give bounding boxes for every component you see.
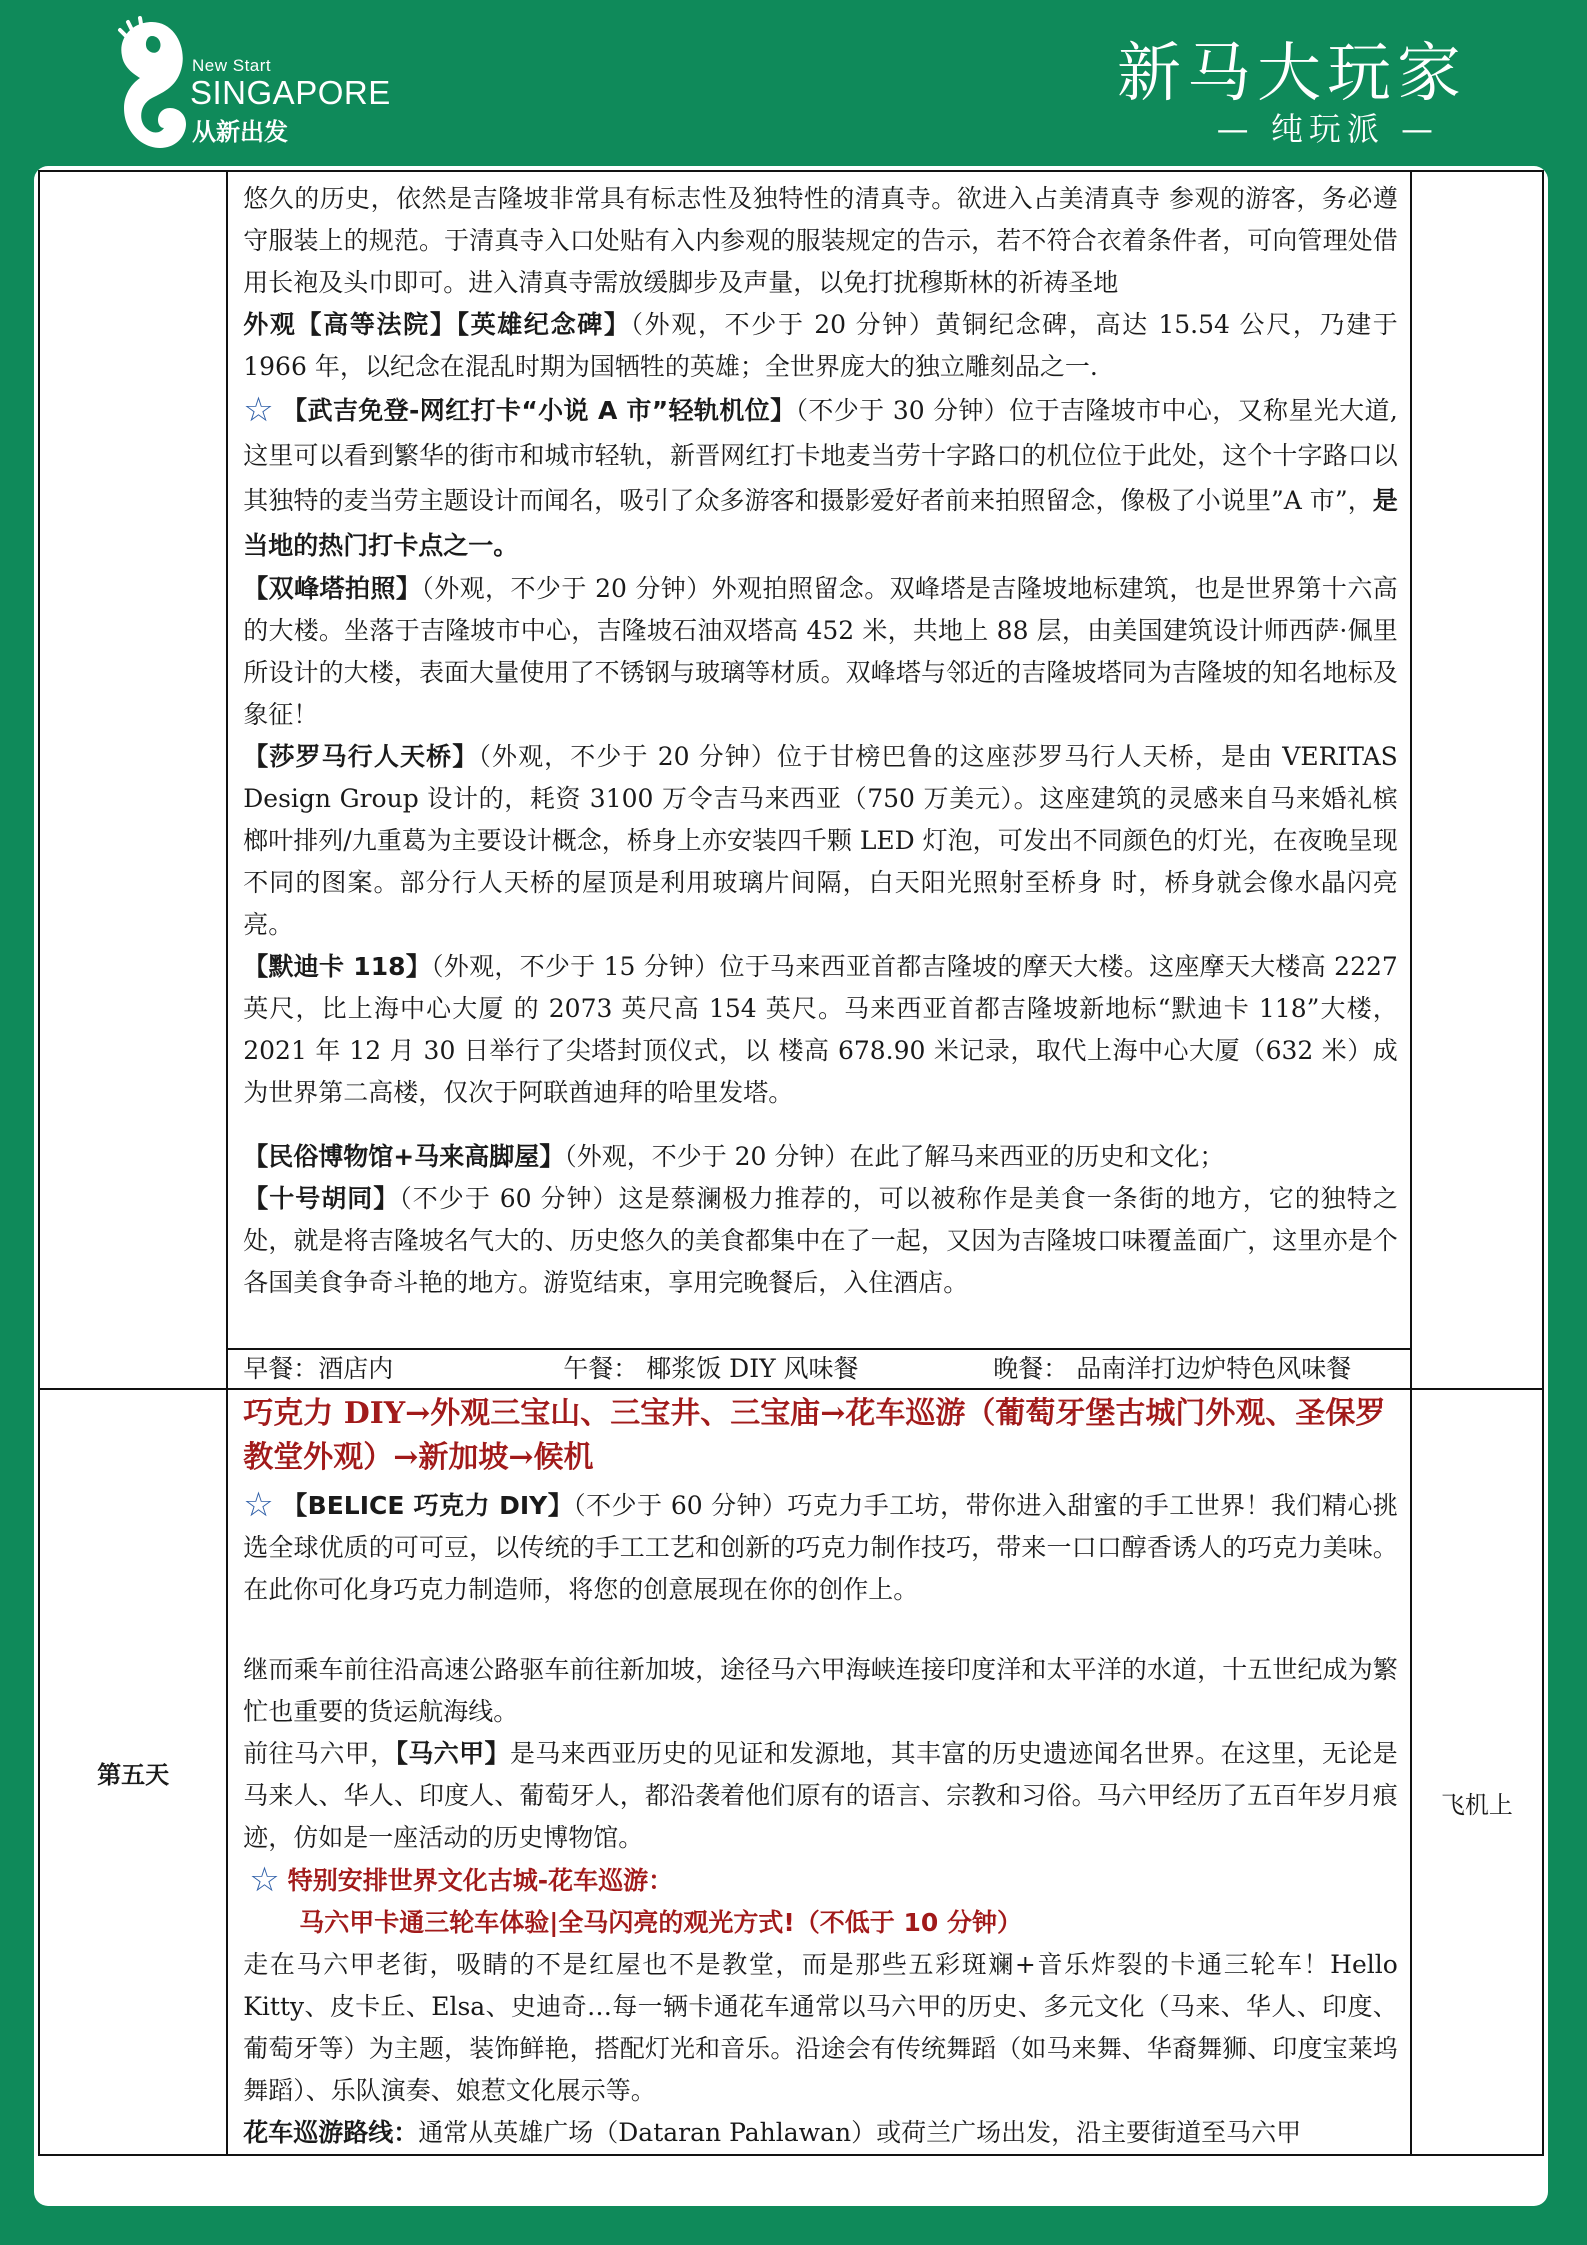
itinerary-table: [38, 170, 1544, 2156]
star-outline-icon: ☆: [243, 390, 275, 430]
day4-saloma-bridge-text: （外观，不少于 20 分钟）位于甘榜巴鲁的这座莎罗马行人天桥，是由 VERITAS Design Group 设计的，耗资 3100 万令吉马来西亚（750 万美元）。这座建筑的灵感来自马来婚礼槟榔叶排列/九重葛为主要设计概念，桥身上亦安装四千颗 LED 灯泡，可发出不同颜色的灯光，在夜晚呈现不同的图案。部分行人天桥的屋顶是利用玻璃片间隔，白天阳光照射至桥身 时，桥身就会像水晶闪亮亮。: [243, 742, 1398, 939]
day4-day-cell: [39, 171, 227, 1389]
day5-hotel: 飞机上: [1440, 1790, 1513, 1819]
day4-jalan-alor-text: （不少于 60 分钟）这是蔡澜极力推荐的，可以被称作是美食一条街的地方，它的独特之处，就是将吉隆坡名气大的、历史悠久的美食都集中在了一起，又因为吉隆坡口味覆盖面广，这里亦是个各国美食争奇斗艳的地方。游览结束，享用完晚餐后，入住酒店。: [243, 1184, 1398, 1297]
day4-merdeka-118-text: （外观，不少于 15 分钟）位于马来西亚首都吉隆坡的摩天大楼。这座摩天大楼高 2227 英尺，比上海中心大厦 的 2073 英尺高 154 英尺。马来西亚首都吉隆坡新地标“默迪卡 118”大楼，2021 年 12 月 30 日举行了尖塔封顶仪式，以 楼高 678.90 米记录，取代上海中心大厦（632 米）成为世界第二高楼，仅次于阿联酋迪拜的哈里发塔。: [243, 952, 1398, 1107]
day5-route-title: 花车巡游路线：: [243, 2118, 419, 2147]
day5-chocolate-text: （不少于 60 分钟）巧克力手工坊，带你进入甜蜜的手工世界！我们精心挑选全球优质的可可豆，以传统的手工工艺和创新的巧克力制作技巧，带来一口口醇香诱人的巧克力美味。在此你可化身巧克力制造师，将您的创意展现在你的创作上。: [243, 1491, 1398, 1604]
day5-label: 第五天: [97, 1760, 170, 1789]
day5-malacca-title: 【马六甲】: [395, 1739, 510, 1768]
day5-malacca-text: 是马来西亚历史的见证和发源地，其丰富的历史遗迹闻名世界。在这里，无论是马来人、华人、印度人、葡萄牙人，都沿袭着他们原有的语言、宗教和习俗。马六甲经历了五百年岁月痕迹，仿如是一座活动的历史博物馆。: [243, 1739, 1398, 1852]
day5-day-cell: [39, 1389, 227, 2155]
meal-breakfast: 早餐：酒店内: [243, 1354, 394, 1383]
day5-content-cell: [227, 1389, 1411, 2155]
brand-name: SINGAPORE: [190, 74, 391, 111]
star-outline-icon: ☆: [249, 1860, 280, 1900]
brand-small-text: New Start: [192, 56, 272, 75]
day4-paragraph-mosque: 悠久的历史，依然是吉隆坡非常具有标志性及独特性的清真寺。欲进入占美清真寺 参观的游客，务必遵守服装上的规范。于清真寺入口处贴有入内参观的服装规定的告示，若不符合衣着条件者，可向管理处借用长袍及头巾即可。进入清真寺需放缓脚步及声量，以免打扰穆斯林的祈祷圣地: [243, 184, 1398, 297]
brand-logo: [112, 16, 391, 152]
table-row-day5: [39, 1389, 1543, 2155]
day4-bukit-bintang-title: 【武吉免登-网红打卡“小说 A 市”轻轨机位】: [282, 396, 796, 425]
day4-content-cell: [227, 171, 1411, 1389]
day5-transfer-text: 继而乘车前往沿高速公路驱车前往新加坡，途径马六甲海峡连接印度洋和太平洋的水道，十五世纪成为繁忙也重要的货运航海线。: [243, 1655, 1398, 1726]
day5-special-title: 特别安排世界文化古城-花车巡游：: [287, 1866, 674, 1895]
day4-jalan-alor-title: 【十号胡同】: [243, 1184, 400, 1213]
day4-bukit-bintang-tail: 是当地的热门打卡点之一。: [243, 486, 1398, 560]
day4-high-court-text: （外观，不少于 20 分钟）黄铜纪念碑，高达 15.54 公尺，乃建于 1966 年，以纪念在混乱时期为国牺牲的英雄；全世界庞大的独立雕刻品之一.: [243, 310, 1398, 381]
day4-saloma-bridge-title: 【莎罗马行人天桥】: [243, 742, 479, 771]
day4-museum-text: （外观，不少于 20 分钟）在此了解马来西亚的历史和文化；: [564, 1142, 1225, 1171]
day5-trishaw-text: 走在马六甲老街，吸睛的不是红屋也不是教堂，而是那些五彩斑斓+音乐炸裂的卡通三轮车！Hello Kitty、皮卡丘、Elsa、史迪奇…每一辆卡通花车通常以马六甲的历史、多元文化（马来、华人、印度、葡萄牙等）为主题，装饰鲜艳，搭配灯光和音乐。沿途会有传统舞蹈（如马来舞、华裔舞狮、印度宝莱坞舞蹈）、乐队演奏、娘惹文化展示等。: [243, 1950, 1398, 2105]
meal-dinner: 晚餐： 品南洋打边炉特色风味餐: [993, 1354, 1352, 1383]
merlion-logo-icon: [112, 16, 192, 152]
brand-slogan: 从新出发: [192, 118, 288, 146]
day4-hotel-cell: [1411, 171, 1543, 1389]
day5-route-text: 通常从英雄广场（Dataran Pahlawan）或荷兰广场出发，沿主要街道至马六甲: [418, 2118, 1302, 2147]
meal-lunch: 午餐： 椰浆饭 DIY 风味餐: [563, 1354, 859, 1383]
document-page: [34, 166, 1548, 2206]
day5-hotel-cell: [1411, 1389, 1543, 2155]
star-outline-icon: ☆: [243, 1485, 275, 1525]
day5-malacca-pre: 前往马六甲，: [243, 1739, 396, 1768]
day4-twin-towers-title: 【双峰塔拍照】: [243, 574, 422, 603]
day4-twin-towers-text: （外观，不少于 20 分钟）外观拍照留念。双峰塔是吉隆坡地标建筑，也是世界第十六高的大楼。坐落于吉隆坡市中心，吉隆坡石油双塔高 452 米，共地上 88 层，由美国建筑设计师西萨·佩里所设计的大楼，表面大量使用了不锈钢与玻璃等材质。双峰塔与邻近的吉隆坡塔同为吉隆坡的知名地标及象征！: [243, 574, 1398, 729]
day5-route-heading: 巧克力 DIY→外观三宝山、三宝井、三宝庙→花车巡游（葡萄牙堡古城门外观、圣保罗教堂外观）→新加坡→候机: [243, 1396, 1386, 1475]
day4-museum-title: 【民俗博物馆+马来高脚屋】: [243, 1142, 565, 1171]
day5-chocolate-title: 【BELICE 巧克力 DIY】: [282, 1491, 574, 1520]
page-title: 新马大玩家: [1117, 37, 1467, 111]
day4-merdeka-118-title: 【默迪卡 118】: [243, 952, 432, 981]
day4-meals-row: [228, 1348, 1410, 1388]
day4-bukit-bintang-text: （不少于 30 分钟）位于吉隆坡市中心，又称星光大道,这里可以看到繁华的街市和城市轻轨，新晋网红打卡地麦当劳十字路口的机位位于此处，这个十字路口以其独特的麦当劳主题设计而闻名，吸引了众多游客和摄影爱好者前来拍照留念，像极了小说里”A 市”，: [243, 396, 1398, 515]
table-row-day4: [39, 171, 1543, 1389]
day5-special-subtitle: 马六甲卡通三轮车体验|全马闪亮的观光方式!（不低于 10 分钟）: [299, 1908, 1022, 1937]
page-subtitle: — 纯玩派 —: [1216, 110, 1439, 148]
day4-high-court-title: 外观【高等法院】【英雄纪念碑】: [243, 310, 631, 339]
